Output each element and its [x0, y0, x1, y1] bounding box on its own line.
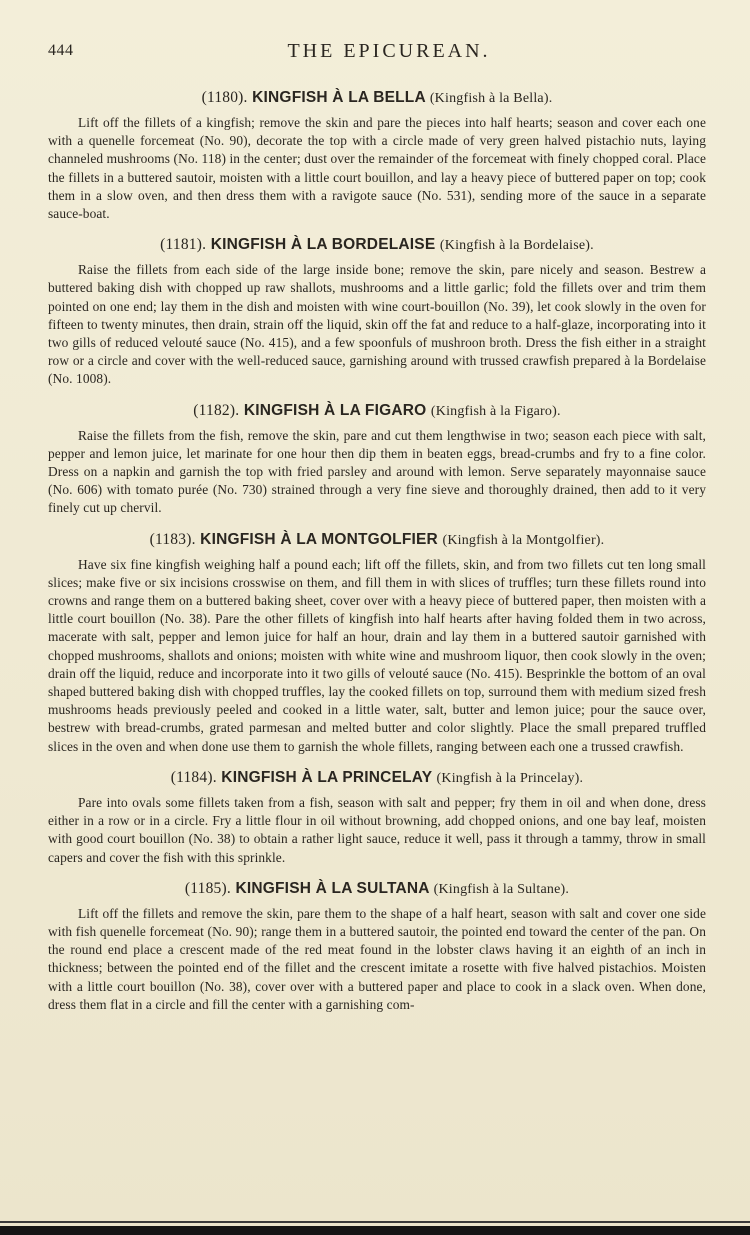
recipe-number: (1180).	[201, 89, 248, 106]
recipe-1180	[48, 88, 706, 223]
recipe-alt-title: (Kingfish à la Princelay).	[436, 770, 584, 786]
recipe-alt-title: (Kingfish à la Sultane).	[433, 881, 570, 897]
recipe-body: Raise the fillets from the fish, remove the skin, pare and cut them lengthwise in two; season each piece with salt, pepper and lemon juice, let marinate for one hour then dip them in beaten eggs, bread-crumbs and fry to a fine color. Dress on a napkin and garnish the top with fried parsley and around with lemon. Serve separately mayonnaise sauce (No. 606) with tomato purée (No. 730) strained through a very fine sieve and thoroughly drained, then add to it very finely cut up chervil.	[48, 427, 706, 516]
recipe-heading	[48, 879, 706, 900]
recipe-number: (1182).	[193, 401, 240, 419]
recipe-1185	[48, 879, 706, 1014]
recipe-title: KINGFISH À LA SULTANA	[235, 879, 430, 897]
recipe-number: (1185).	[184, 879, 231, 897]
recipe-alt-title: (Kingfish à la Bella).	[429, 91, 553, 106]
page-number: 444	[48, 42, 74, 59]
recipe-title: KINGFISH À LA FIGARO	[243, 401, 427, 419]
recipe-1181	[48, 235, 706, 388]
recipe-alt-title: (Kingfish à la Bordelaise).	[439, 238, 594, 254]
recipe-title: KINGFISH À LA PRINCELAY	[221, 768, 433, 786]
recipe-heading	[48, 88, 706, 109]
recipe-heading	[48, 768, 706, 789]
recipe-1182	[48, 401, 706, 518]
recipe-number: (1183).	[149, 530, 196, 548]
recipe-body: Lift off the fillets of a kingfish; remove the skin and pare the pieces into half hearts; season and cover each one with a quenelle forcemeat (No. 90), decorate the top with a circle made of very green halved pistachio nuts, laying channeled mushrooms (No. 118) in the center; dust over the remainder of the forcemeat with finely chopped coral. Place the fillets in a buttered sautoir, moisten with a little court bouillon, and lay a heavy piece of buttered paper on top; cook them in a slow oven, and then dress them with a ravigote sauce (No. 531), sending more of the sauce in a separate sauce-boat.	[48, 115, 706, 222]
scan-edge	[0, 1226, 750, 1235]
running-head	[48, 40, 710, 68]
recipe-alt-title: (Kingfish à la Montgolfier).	[442, 532, 605, 548]
recipe-1183	[48, 530, 706, 756]
bottom-rule	[0, 1221, 750, 1223]
recipe-body: Have six fine kingfish weighing half a pound each; lift off the fillets, skin, and from two fillets cut ten long small slices; make five or six incisions crosswise on them, and fill them in with slices of truffles; turn these fillets round into crowns and range them on a buttered baking sheet, cover over with a heavy piece of buttered paper, then moisten with a little court bouillon (No. 38). Pare the other fillets of kingfish into half hearts after having folded them in two across, macerate with salt, pepper and lemon juice for half an hour, drain and lay them in a buttered sautoir garnished with chopped mushrooms, shallots and onions; moisten with white wine and mushroom liquor, then cook slowly in the oven; drain off the liquid, reduce and incorporate into it two gills of velouté sauce (No. 415). Besprinkle the bottom of an oval shaped buttered baking dish with chopped truffles, lay the cooked fillets on top, surround them with medium sized fresh mushrooms heads previously peeled and cooked in a little water, salt, butter and lemon juice; pour the sauce over, bestrew with bread-crumbs, grated parmesan and melted butter and color slightly. Place the small prepared truffled slices in the oven and when done use them to garnish the whole fillets, ranging between each one a trussed crawfish.	[48, 556, 706, 754]
recipe-title: KINGFISH À LA BORDELAISE	[210, 236, 436, 254]
recipe-title: KINGFISH À LA MONTGOLFIER	[200, 530, 438, 548]
recipe-title: KINGFISH À LA BELLA	[252, 89, 426, 106]
recipe-heading	[48, 530, 706, 551]
recipe-heading	[48, 235, 706, 256]
recipe-heading	[48, 401, 706, 422]
recipe-number: (1184).	[170, 768, 217, 786]
running-title: THE EPICUREAN.	[287, 40, 491, 62]
page-content	[48, 88, 706, 1026]
recipe-body: Lift off the fillets and remove the skin, pare them to the shape of a half heart, season with salt and cover one side with fish quenelle forcemeat (No. 90); range them in a buttered sautoir, the pointed end toward the center of the pan. On the round end place a crescent made of the red meat found in the lobster claws having it an eighth of an inch in thickness; between the pointed end of the fillet and the crescent imitate a rosette with five halved pistachios. Moisten with a little court bouillon (No. 38), cover over with a buttered paper and place to cook in a slack oven. When done, dress them flat in a circle and fill the center with a garnishing com-	[48, 905, 706, 1012]
recipe-body: Raise the fillets from each side of the large inside bone; remove the skin, pare nicely and season. Bestrew a buttered baking dish with chopped up raw shallots, mushrooms and a little garlic; fold the fillets over and trim them pointed on one end; lay them in the dish and moisten with wine court-bouillon (No. 39), let cook slowly in the oven for fifteen to twenty minutes, then drain, strain off the liquid, skin off the fat and reduce to a half-glaze, incorporating into it two gills of reduced velouté sauce (No. 415), and a few spoonfuls of mushroon broth. Dress the fish either in a straight row or a circle and cover with the well-reduced sauce, garnishing around with trussed crawfish prepared à la Bordelaise (No. 1008).	[48, 262, 706, 387]
recipe-number: (1181).	[160, 236, 207, 254]
recipe-1184	[48, 768, 706, 867]
recipe-alt-title: (Kingfish à la Figaro).	[430, 403, 561, 419]
recipe-body: Pare into ovals some fillets taken from a fish, season with salt and pepper; fry them in oil and when done, dress either in a row or in a circle. Fry a little flour in oil without browning, add chopped onions, and one bay leaf, moisten with good court bouillon (No. 38) to obtain a rather light sauce, reduce it well, pass it through a tammy, throw in small capers and cover the fish with this sprinkle.	[48, 794, 706, 865]
